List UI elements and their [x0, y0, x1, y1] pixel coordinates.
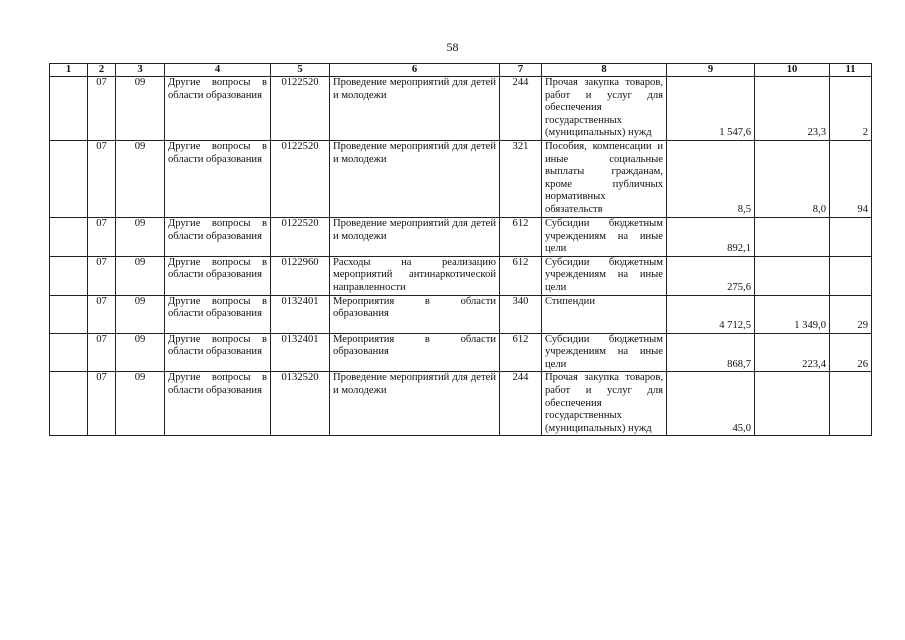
cell-expense-name: Стипендии: [542, 295, 667, 333]
column-header-4: 4: [165, 64, 271, 77]
cell-value-10: 223,4: [755, 333, 830, 372]
column-header-7: 7: [500, 64, 542, 77]
cell-section: 07: [88, 256, 116, 295]
header-row: [50, 64, 872, 77]
cell-value-11: 29: [830, 295, 872, 333]
cell-value-9: 8,5: [667, 141, 755, 218]
column-header-8: 8: [542, 64, 667, 77]
column-header-2: 2: [88, 64, 116, 77]
table-row: [50, 256, 872, 295]
budget-table: [49, 63, 872, 436]
cell-value-11: 26: [830, 333, 872, 372]
column-header-10: 10: [755, 64, 830, 77]
cell-expense-code: 612: [500, 218, 542, 257]
cell-section: 07: [88, 295, 116, 333]
cell-value-10: 8,0: [755, 141, 830, 218]
cell-value-10: [755, 372, 830, 436]
cell-target-code: 0132401: [271, 333, 330, 372]
table-header: [50, 64, 872, 77]
cell-name: Другие вопросы в области образования: [165, 333, 271, 372]
column-header-9: 9: [667, 64, 755, 77]
table-row: [50, 141, 872, 218]
cell-expense-name: Прочая закупка товаров, работ и услуг для обеспечения государственных (муниципальных) нужд: [542, 77, 667, 141]
cell-expense-code: 612: [500, 256, 542, 295]
cell-col1: [50, 295, 88, 333]
cell-value-10: 1 349,0: [755, 295, 830, 333]
column-header-11: 11: [830, 64, 872, 77]
cell-section: 07: [88, 372, 116, 436]
cell-expense-name: Субсидии бюджетным учреждениям на иные цели: [542, 333, 667, 372]
cell-value-9: 1 547,6: [667, 77, 755, 141]
cell-name: Другие вопросы в области образования: [165, 295, 271, 333]
table-body: [50, 77, 872, 436]
column-header-3: 3: [116, 64, 165, 77]
cell-value-11: [830, 218, 872, 257]
cell-value-9: 275,6: [667, 256, 755, 295]
cell-target-code: 0132401: [271, 295, 330, 333]
cell-expense-code: 321: [500, 141, 542, 218]
column-header-5: 5: [271, 64, 330, 77]
cell-value-10: 23,3: [755, 77, 830, 141]
cell-section: 07: [88, 218, 116, 257]
cell-name: Другие вопросы в области образования: [165, 372, 271, 436]
cell-name: Другие вопросы в области образования: [165, 218, 271, 257]
cell-value-11: [830, 372, 872, 436]
cell-value-10: [755, 256, 830, 295]
cell-name: Другие вопросы в области образования: [165, 77, 271, 141]
cell-value-9: 892,1: [667, 218, 755, 257]
cell-target-name: Расходы на реализацию мероприятий антинаркотической направленности: [330, 256, 500, 295]
cell-name: Другие вопросы в области образования: [165, 141, 271, 218]
cell-target-code: 0122520: [271, 218, 330, 257]
cell-target-name: Проведение мероприятий для детей и молодежи: [330, 77, 500, 141]
cell-expense-name: Прочая закупка товаров, работ и услуг для обеспечения государственных (муниципальных) нужд: [542, 372, 667, 436]
cell-subsection: 09: [116, 333, 165, 372]
cell-target-name: Проведение мероприятий для детей и молодежи: [330, 372, 500, 436]
cell-section: 07: [88, 333, 116, 372]
cell-subsection: 09: [116, 372, 165, 436]
cell-target-code: 0122960: [271, 256, 330, 295]
cell-value-10: [755, 218, 830, 257]
cell-subsection: 09: [116, 141, 165, 218]
cell-expense-name: Субсидии бюджетным учреждениям на иные цели: [542, 218, 667, 257]
cell-expense-code: 612: [500, 333, 542, 372]
cell-col1: [50, 77, 88, 141]
cell-name: Другие вопросы в области образования: [165, 256, 271, 295]
column-header-6: 6: [330, 64, 500, 77]
cell-col1: [50, 333, 88, 372]
cell-subsection: 09: [116, 256, 165, 295]
table-row: [50, 77, 872, 141]
table-row: [50, 295, 872, 333]
cell-value-9: 4 712,5: [667, 295, 755, 333]
cell-target-code: 0122520: [271, 141, 330, 218]
cell-expense-name: Пособия, компенсации и иные социальные выплаты гражданам, кроме публичных нормативных обязательств: [542, 141, 667, 218]
column-header-1: 1: [50, 64, 88, 77]
cell-value-11: [830, 256, 872, 295]
cell-value-9: 45,0: [667, 372, 755, 436]
cell-section: 07: [88, 77, 116, 141]
cell-value-9: 868,7: [667, 333, 755, 372]
cell-target-name: Проведение мероприятий для детей и молодежи: [330, 218, 500, 257]
cell-expense-code: 244: [500, 372, 542, 436]
cell-section: 07: [88, 141, 116, 218]
cell-value-11: 94: [830, 141, 872, 218]
cell-col1: [50, 256, 88, 295]
cell-col1: [50, 372, 88, 436]
page-number: 58: [446, 40, 459, 54]
cell-subsection: 09: [116, 218, 165, 257]
table-row: [50, 333, 872, 372]
cell-expense-code: 340: [500, 295, 542, 333]
cell-target-code: 0122520: [271, 77, 330, 141]
cell-expense-name: Субсидии бюджетным учреждениям на иные цели: [542, 256, 667, 295]
cell-target-name: Мероприятия в области образования: [330, 333, 500, 372]
cell-target-name: Мероприятия в области образования: [330, 295, 500, 333]
cell-target-code: 0132520: [271, 372, 330, 436]
table-row: [50, 372, 872, 436]
table-row: [50, 218, 872, 257]
cell-expense-code: 244: [500, 77, 542, 141]
cell-col1: [50, 141, 88, 218]
cell-col1: [50, 218, 88, 257]
cell-subsection: 09: [116, 295, 165, 333]
cell-target-name: Проведение мероприятий для детей и молодежи: [330, 141, 500, 218]
cell-subsection: 09: [116, 77, 165, 141]
cell-value-11: 2: [830, 77, 872, 141]
